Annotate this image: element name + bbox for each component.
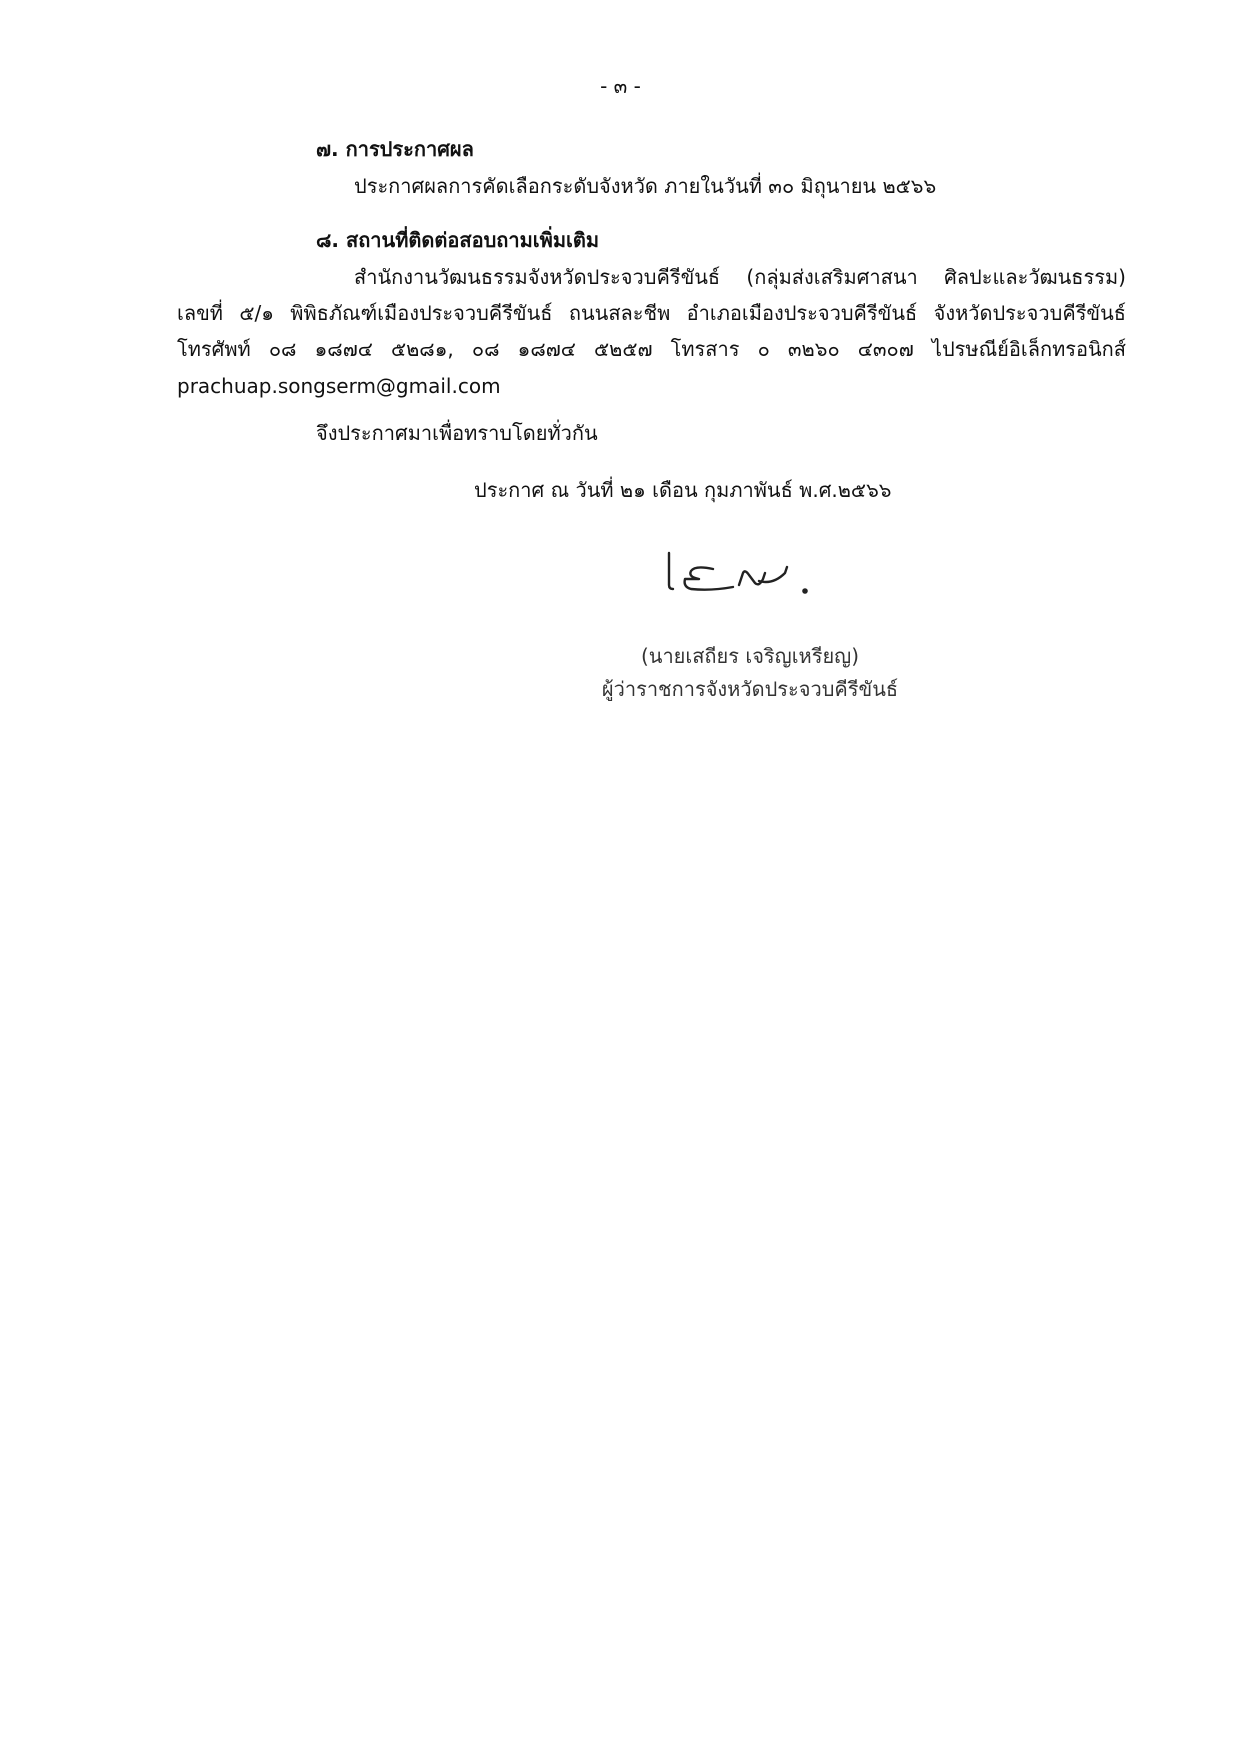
section8-line3: โทรศัพท์ ๐๘ ๑๘๗๔ ๕๒๘๑, ๐๘ ๑๘๗๔ ๕๒๕๗ โทรสาร ๐ ๓๒๖๐ ๔๓๐๗ ไปรษณีย์อิเล็กทรอนิกส์ [177,337,1126,361]
handwritten-signature [655,545,865,615]
announcement-date: ประกาศ ณ วันที่ ๒๑ เดือน กุมภาพันธ์ พ.ศ.๒๕๖๖ [474,478,892,502]
signer-name: (นายเสถียร เจริญเหรียญ) [640,644,860,668]
section8-line1: สำนักงานวัฒนธรรมจังหวัดประจวบคีรีขันธ์ (กลุ่มส่งเสริมศาสนา ศิลปะและวัฒนธรรม) [354,265,1126,289]
section8-heading: ๘. สถานที่ติดต่อสอบถามเพิ่มเติม [316,228,600,252]
page-number: - ๓ - [600,74,641,98]
section8-email: prachuap.songserm@gmail.com [177,374,501,398]
closing-statement: จึงประกาศมาเพื่อทราบโดยทั่วกัน [316,421,598,445]
section7-body: ประกาศผลการคัดเลือกระดับจังหวัด ภายในวันที่ ๓๐ มิถุนายน ๒๕๖๖ [354,174,937,198]
section7-heading: ๗. การประกาศผล [316,137,474,161]
section8-line2: เลขที่ ๕/๑ พิพิธภัณฑ์เมืองประจวบคีรีขันธ์ ถนนสละชีพ อำเภอเมืองประจวบคีรีขันธ์ จังหวัดประจวบคีรีขันธ์ [177,301,1126,325]
signer-title: ผู้ว่าราชการจังหวัดประจวบคีรีขันธ์ [601,677,899,701]
